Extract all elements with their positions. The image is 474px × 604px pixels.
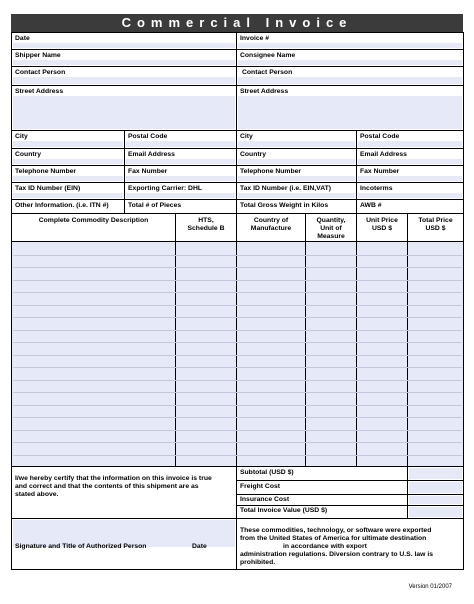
shipper-name-field[interactable] (12, 50, 237, 67)
table-row-line (13, 367, 462, 368)
consignee-country-label: Country (240, 151, 267, 158)
freight-value[interactable] (408, 481, 463, 495)
table-row-line (13, 417, 462, 418)
invoice-number-label: Invoice # (240, 35, 270, 42)
shipper-email-label: Email Address (128, 151, 175, 158)
table-row-line (13, 380, 462, 381)
shipper-taxid-label: Tax ID Number (EIN) (15, 185, 81, 192)
signature-field[interactable] (12, 519, 237, 569)
subtotal-label-cell: Subtotal (USD $) (237, 467, 408, 481)
insurance-value[interactable] (408, 495, 463, 506)
consignee-fax-field[interactable] (357, 166, 463, 183)
consignee-taxid-label: Tax ID Number (i.e. EIN,VAT) (240, 185, 332, 192)
gross-weight-label: Total Gross Weight in Kilos (240, 202, 329, 209)
signature-date-label: Date (192, 543, 207, 550)
shipper-fax-label: Fax Number (128, 168, 168, 175)
consignee-city-field[interactable] (237, 131, 357, 149)
table-row-line (13, 342, 462, 343)
table-row-line (13, 305, 462, 306)
certification-box: I/we hereby certify that the information on this invoice is true and correct and that the contents of this shipment are as stated above. (12, 467, 237, 519)
shipper-email-field[interactable] (125, 149, 237, 166)
awb-field[interactable] (357, 200, 463, 214)
form-title: Commercial Invoice (11, 14, 463, 32)
invoice-form (11, 32, 464, 570)
shipper-city-field[interactable] (12, 131, 125, 149)
consignee-email-field[interactable] (357, 149, 463, 166)
table-row-line (13, 442, 462, 443)
shipper-country-label: Country (15, 151, 42, 158)
signature-label: Signature and Title of Authorized Person (15, 543, 147, 550)
table-row-line (13, 430, 462, 431)
consignee-taxid-field[interactable] (237, 183, 357, 200)
shipper-postal-field[interactable] (125, 131, 237, 149)
total-value-label-cell: Total Invoice Value (USD $) (237, 506, 408, 519)
exporting-carrier-label: Exporting Carrier: DHL (128, 185, 203, 192)
country-header: Country of Manufacture (237, 214, 306, 242)
shipper-fax-field[interactable] (125, 166, 237, 183)
total-pieces-field[interactable] (125, 200, 237, 214)
table-row-line (13, 280, 462, 281)
consignee-phone-label: Telephone Number (240, 168, 302, 175)
consignee-fax-label: Fax Number (360, 168, 400, 175)
date-label: Date (15, 35, 30, 42)
table-row-line (13, 330, 462, 331)
shipper-country-field[interactable] (12, 149, 125, 166)
freight-label-cell: Freight Cost (237, 481, 408, 495)
invoice-number-field[interactable] (237, 33, 463, 50)
quantity-header: Quantity, Unit of Measure (306, 214, 357, 242)
consignee-contact-field[interactable] (237, 67, 463, 86)
consignee-postal-field[interactable] (357, 131, 463, 149)
table-row-line (13, 317, 462, 318)
consignee-contact-label: Contact Person (242, 69, 293, 76)
shipper-phone-field[interactable] (12, 166, 125, 183)
table-row-line (13, 392, 462, 393)
shipper-phone-label: Telephone Number (15, 168, 77, 175)
total-price-header: Total Price USD $ (408, 214, 463, 242)
consignee-phone-field[interactable] (237, 166, 357, 183)
table-row-line (13, 267, 462, 268)
unit-price-header: Unit Price USD $ (357, 214, 408, 242)
table-row-line (13, 292, 462, 293)
shipper-postal-label: Postal Code (128, 133, 168, 140)
consignee-street-field[interactable] (237, 86, 463, 131)
shipper-name-label: Shipper Name (15, 52, 61, 59)
table-row-line (13, 405, 462, 406)
other-info-field[interactable] (12, 200, 125, 214)
consignee-street-label: Street Address (240, 88, 289, 95)
hts-header: HTS, Schedule B (176, 214, 237, 242)
incoterms-field[interactable] (357, 183, 463, 200)
table-row-line (13, 455, 462, 456)
awb-label: AWB # (360, 202, 382, 209)
consignee-name-label: Consignee Name (240, 52, 296, 59)
consignee-name-field[interactable] (237, 50, 463, 67)
shipper-contact-field[interactable] (12, 67, 237, 86)
gross-weight-field[interactable] (237, 200, 357, 214)
exporting-carrier-field[interactable] (125, 183, 237, 200)
consignee-postal-label: Postal Code (360, 133, 400, 140)
shipper-city-label: City (15, 133, 28, 140)
export-notice: These commodities, technology, or software were exported from the United States of America for ultimate destination in accordance with export administration regulations. Diversion contrary to U.S. law is prohibited. (237, 519, 463, 569)
shipper-street-label: Street Address (15, 88, 64, 95)
consignee-email-label: Email Address (360, 151, 407, 158)
consignee-country-field[interactable] (237, 149, 357, 166)
incoterms-label: Incoterms (360, 185, 393, 192)
date-field[interactable] (12, 33, 237, 50)
table-row-line (13, 355, 462, 356)
description-header: Complete Commodity Description (12, 214, 176, 242)
shipper-street-field[interactable] (12, 86, 237, 131)
total-pieces-label: Total # of Pieces (128, 202, 182, 209)
subtotal-value[interactable] (408, 467, 463, 481)
shipper-contact-label: Contact Person (15, 69, 66, 76)
table-row-line (13, 255, 462, 256)
other-info-label: Other Information. (i.e. ITN #) (15, 202, 109, 209)
shipper-taxid-field[interactable] (12, 183, 125, 200)
version-label: Version 01/2007 (408, 584, 452, 590)
insurance-label-cell: Insurance Cost (237, 495, 408, 506)
consignee-city-label: City (240, 133, 253, 140)
total-invoice-value[interactable] (408, 506, 463, 519)
